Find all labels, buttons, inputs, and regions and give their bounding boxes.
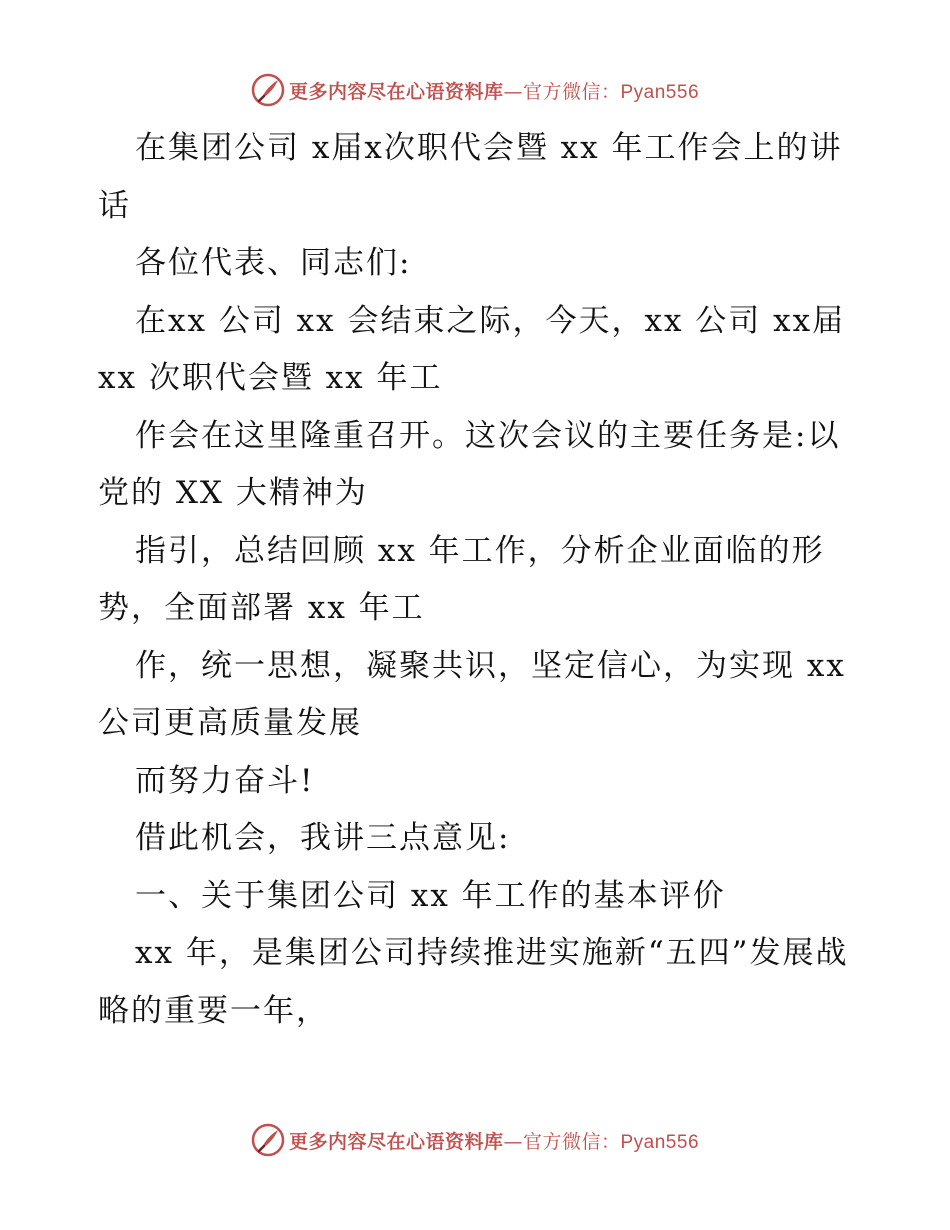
- watermark-wechat-label: 官方微信：: [522, 80, 621, 103]
- watermark-text: [289, 1127, 699, 1154]
- body-paragraph: 指引，总结回顾 xx 年工作，分析企业面临的形势，全面部署 xx 年工: [98, 532, 825, 626]
- body-paragraph: 作，统一思想，凝聚共识，坚定信心，为实现 xx 公司更高质量发展: [98, 647, 846, 741]
- header-watermark: [0, 70, 950, 110]
- body-paragraph: xx 年，是集团公司持续推进实施新“五四”发展战略的重要一年，: [98, 935, 849, 1029]
- quill-pen-icon: [251, 73, 285, 107]
- watermark-wechat-id: Pyan556: [620, 1131, 700, 1153]
- watermark-separator: —: [503, 1130, 523, 1153]
- watermark-wechat-label: 官方微信：: [522, 1130, 621, 1153]
- quill-pen-icon: [251, 1123, 285, 1157]
- footer-watermark: [0, 1120, 950, 1160]
- document-body: [98, 120, 868, 1040]
- watermark-wechat-id: Pyan556: [620, 81, 700, 103]
- watermark-text: [289, 77, 699, 104]
- document-title: 在集团公司 x届x次职代会暨 xx 年工作会上的讲话: [98, 130, 843, 224]
- body-paragraph: 作会在这里隆重召开。这次会议的主要任务是:以党的 XX 大精神为: [98, 417, 841, 511]
- body-paragraph: 借此机会，我讲三点意见:: [135, 820, 511, 856]
- section-heading: 一、关于集团公司 xx 年工作的基本评价: [135, 877, 726, 914]
- body-paragraph: 而努力奋斗!: [135, 762, 315, 799]
- watermark-brand: 更多内容尽在心语资料库: [288, 1130, 504, 1153]
- watermark-separator: —: [503, 80, 523, 103]
- body-paragraph: 在xx 公司 xx 会结束之际，今天，xx 公司 xx届xx 次职代会暨 xx 年工: [98, 302, 846, 396]
- salutation: 各位代表、同志们:: [135, 245, 412, 281]
- watermark-brand: 更多内容尽在心语资料库: [288, 80, 504, 103]
